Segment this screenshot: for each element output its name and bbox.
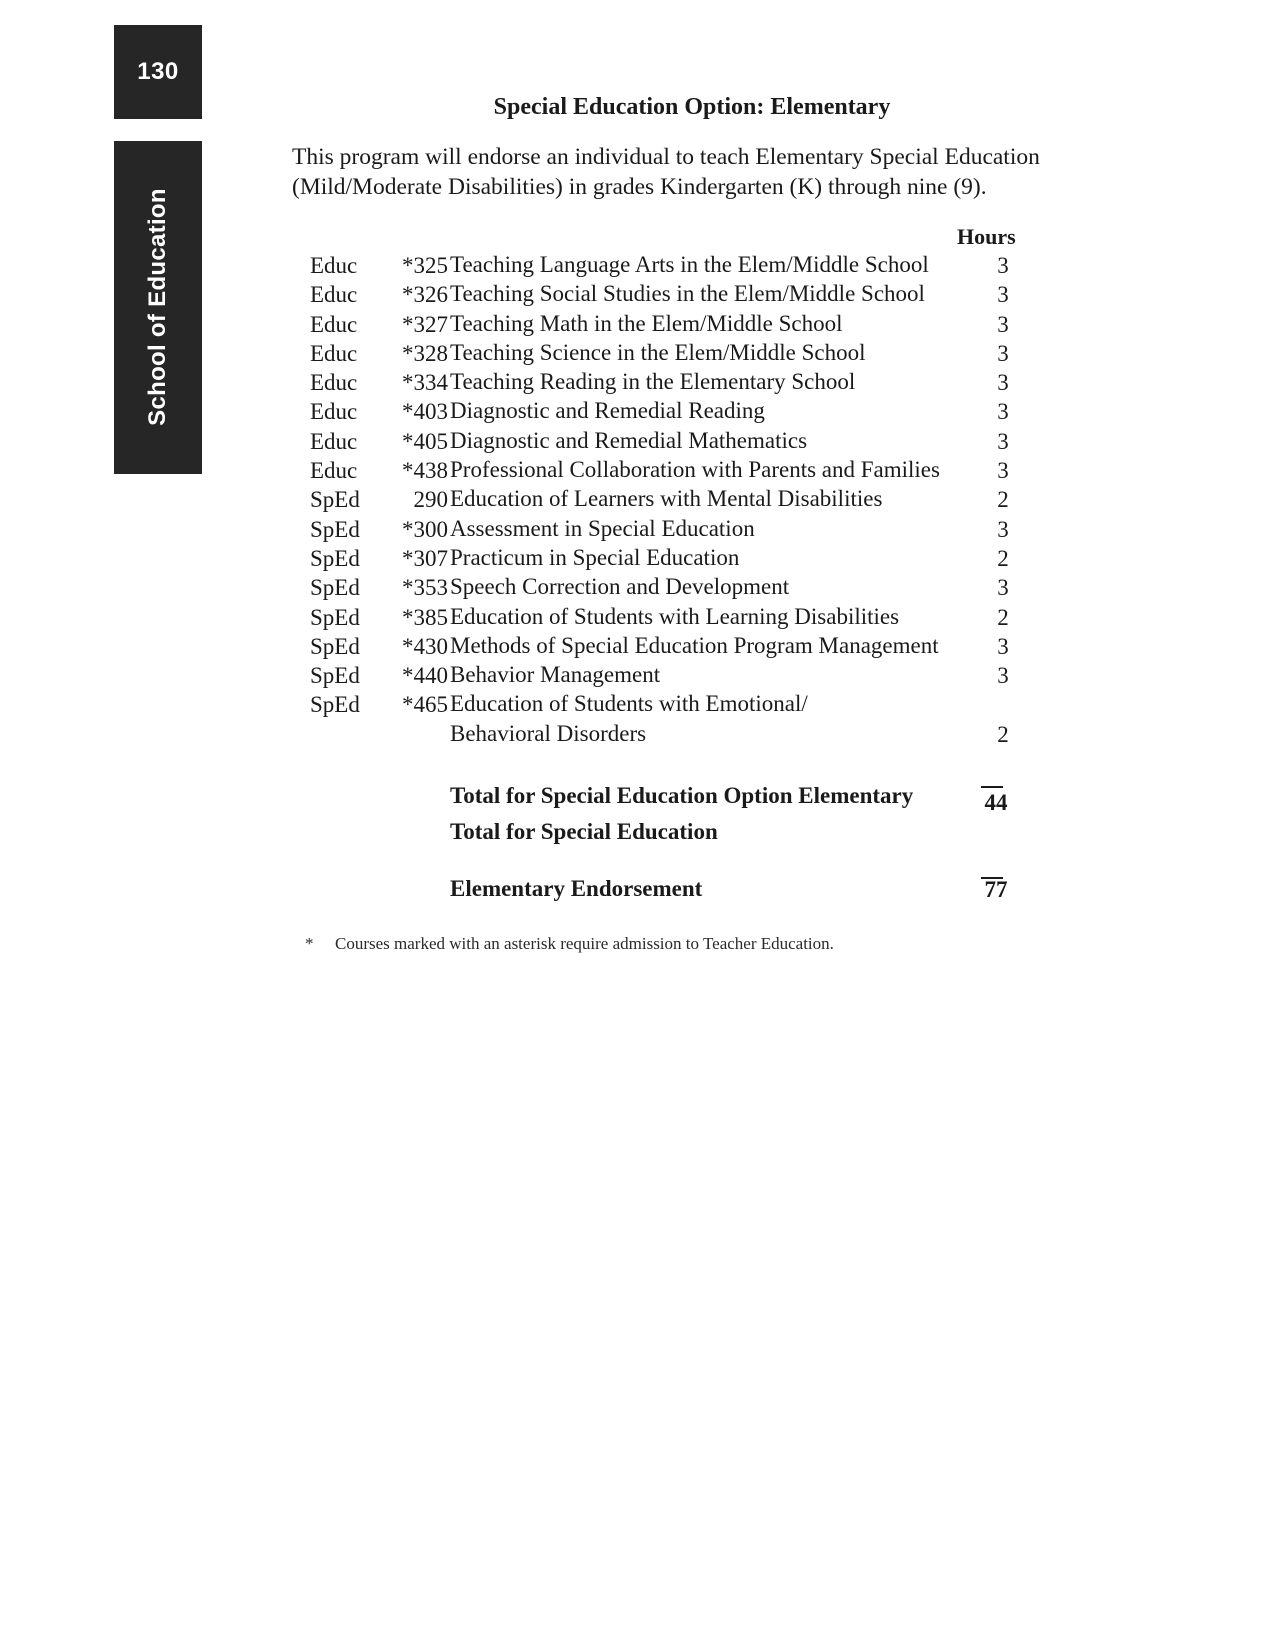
course-dept: Educ <box>310 458 358 484</box>
course-number: *328 <box>402 340 448 366</box>
course-name <box>450 543 739 572</box>
course-number: *353 <box>402 575 448 601</box>
course-hours: 3 <box>997 311 1009 337</box>
course-name-line: Education of Students with Learning Disabilities <box>450 603 900 629</box>
course-name <box>450 602 899 631</box>
option-total-value: 44 <box>984 790 1008 815</box>
footnote <box>305 934 834 954</box>
course-number: *430 <box>402 633 448 659</box>
special-ed-total-label: Total for Special Education <box>450 819 718 844</box>
course-hours: 2 <box>997 545 1009 571</box>
course-name <box>450 279 925 308</box>
course-dept: Educ <box>310 428 358 454</box>
footnote-mark: * <box>305 934 314 953</box>
course-name-line: Teaching Science in the Elem/Middle School <box>450 339 866 365</box>
course-name <box>450 367 855 396</box>
course-dept: SpEd <box>310 663 360 689</box>
intro-line: (Mild/Moderate Disabilities) in grades Kindergarten (K) through nine (9). <box>292 174 987 200</box>
option-total-label: Total for Special Education Option Elementary <box>450 783 914 808</box>
course-name-line: Teaching Social Studies in the Elem/Middle School <box>450 281 925 307</box>
course-name-line: Behavior Management <box>450 662 661 688</box>
course-dept: SpEd <box>310 545 360 571</box>
footnote-text: Courses marked with an asterisk require admission to Teacher Education. <box>335 934 834 953</box>
course-name-line: Education of Students with Emotional/ <box>450 691 808 717</box>
course-hours: 3 <box>997 575 1009 601</box>
course-name-line: Speech Correction and Development <box>450 574 790 600</box>
course-name-line: Teaching Math in the Elem/Middle School <box>450 310 843 336</box>
intro-paragraph <box>292 142 1122 202</box>
course-name-line: Assessment in Special Education <box>450 515 755 541</box>
course-dept: Educ <box>310 370 358 396</box>
section-tab <box>114 141 202 474</box>
course-number: *440 <box>402 663 448 689</box>
course-number: *326 <box>402 282 448 308</box>
intro-line: This program will endorse an individual to teach Elementary Special Education <box>292 144 1040 170</box>
course-number: *403 <box>402 399 448 425</box>
course-dept: Educ <box>310 399 358 425</box>
course-dept: Educ <box>310 340 358 366</box>
course-number: *334 <box>402 370 448 396</box>
course-number: *300 <box>402 516 448 542</box>
course-dept: Educ <box>310 282 358 308</box>
course-name-line: Diagnostic and Remedial Mathematics <box>450 427 808 453</box>
course-hours: 3 <box>997 253 1009 278</box>
course-hours: 3 <box>997 370 1009 396</box>
course-name-line: Practicum in Special Education <box>450 544 740 570</box>
course-number: *405 <box>402 428 448 454</box>
course-dept: SpEd <box>310 633 360 659</box>
page-title: Special Education Option: Elementary <box>493 94 891 120</box>
course-hours: 3 <box>997 663 1009 689</box>
course-dept: Educ <box>310 311 358 337</box>
course-hours: 3 <box>997 399 1009 425</box>
course-hours: 2 <box>997 604 1009 630</box>
endorsement-total-label: Elementary Endorsement <box>450 876 703 901</box>
course-dept: SpEd <box>310 516 360 542</box>
course-number: 290 <box>413 487 448 513</box>
course-number: *438 <box>402 458 448 484</box>
total-rule <box>981 786 1003 788</box>
course-hours: 2 <box>997 721 1009 747</box>
course-name-line: Professional Collaboration with Parents and Families <box>450 457 940 483</box>
course-dept: SpEd <box>310 604 360 630</box>
course-name <box>450 631 939 660</box>
course-name <box>450 250 929 279</box>
course-number: *327 <box>402 311 448 337</box>
course-hours: 3 <box>997 428 1009 454</box>
course-name <box>450 426 807 455</box>
course-dept: SpEd <box>310 487 360 513</box>
section-tab-label: School of Education <box>144 188 171 426</box>
page-number-tab <box>114 25 202 119</box>
course-name <box>450 514 755 543</box>
course-name <box>450 689 808 748</box>
course-hours: 3 <box>997 340 1009 366</box>
course-name-line: Teaching Reading in the Elementary School <box>450 369 856 395</box>
hours-column-header: Hours <box>957 224 1016 249</box>
course-number: *307 <box>402 545 448 571</box>
course-name-line: Methods of Special Education Program Management <box>450 632 939 658</box>
course-name-line: Behavioral Disorders <box>450 720 647 746</box>
course-name <box>450 309 843 338</box>
course-hours: 2 <box>997 487 1009 513</box>
course-hours: 3 <box>997 516 1009 542</box>
course-name-line: Diagnostic and Remedial Reading <box>450 398 765 424</box>
course-name <box>450 396 765 425</box>
course-name-line: Education of Learners with Mental Disabilities <box>450 486 883 512</box>
course-name <box>450 455 940 484</box>
course-number: *385 <box>402 604 448 630</box>
course-dept: Educ <box>310 253 358 278</box>
endorsement-total-value: 77 <box>984 877 1008 902</box>
course-dept: SpEd <box>310 575 360 601</box>
course-number: *465 <box>402 692 448 718</box>
page-number: 130 <box>137 58 179 85</box>
course-dept: SpEd <box>310 692 360 718</box>
course-hours: 3 <box>997 458 1009 484</box>
course-name <box>450 484 882 513</box>
course-name <box>450 338 865 367</box>
course-name <box>450 572 789 601</box>
course-hours: 3 <box>997 282 1009 308</box>
course-name-line: Teaching Language Arts in the Elem/Middle School <box>450 252 929 277</box>
course-hours: 3 <box>997 633 1009 659</box>
course-name <box>450 660 660 689</box>
course-number: *325 <box>402 253 448 278</box>
